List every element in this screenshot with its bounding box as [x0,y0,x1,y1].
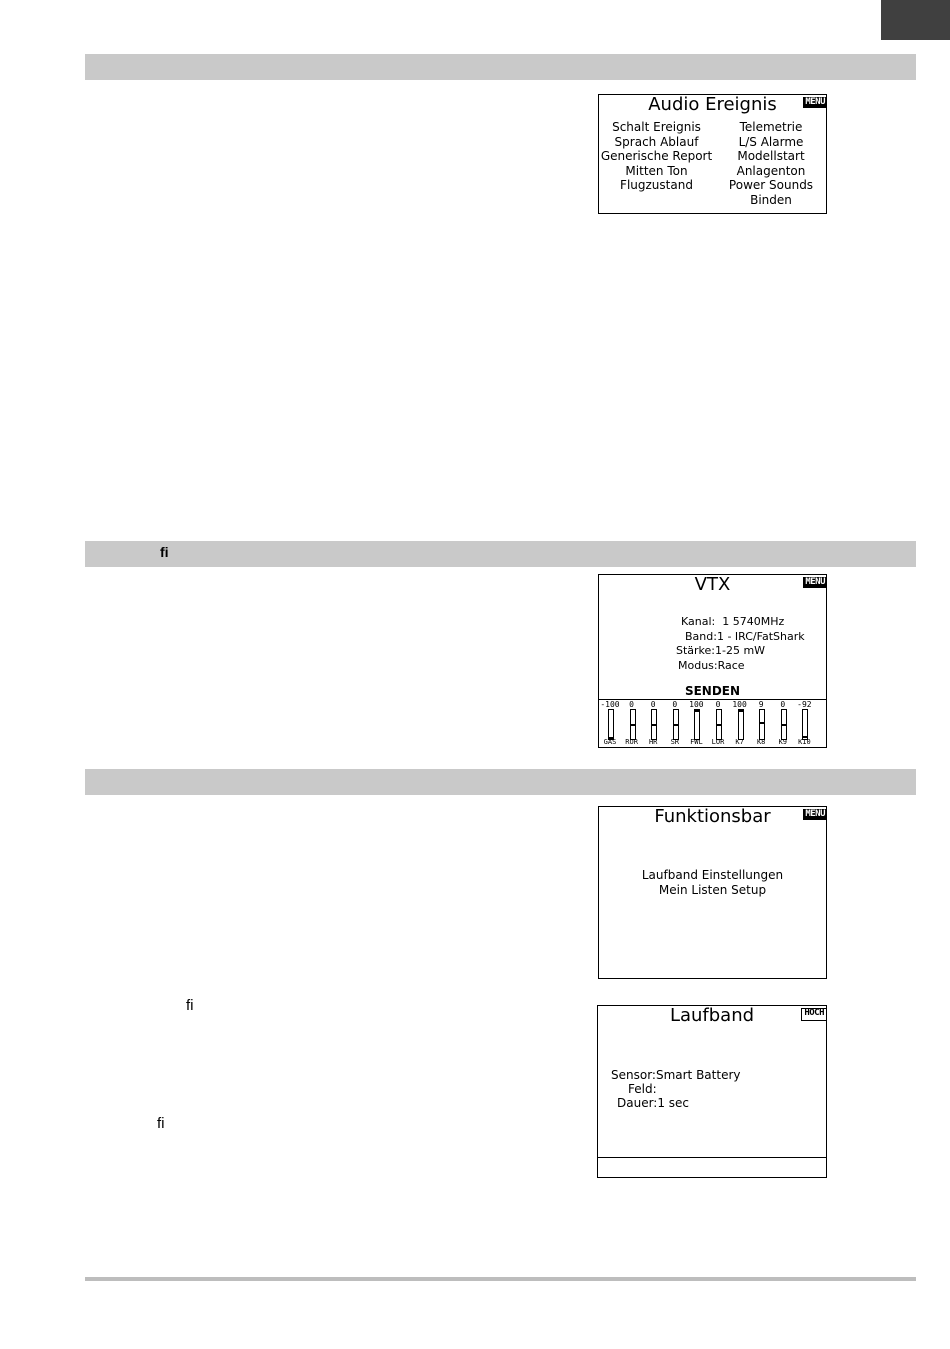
channel-slider [651,709,657,740]
channel-sr [667,701,683,747]
menu-item-anlagenton[interactable]: Anlagenton [736,163,806,178]
screen-title: Funktionsbar [654,806,771,827]
channel-marker [739,710,743,712]
channel-k9 [775,701,791,747]
laufband-dauer[interactable]: Dauer:1 sec [617,1096,690,1110]
channel-slider [694,709,700,740]
channel-value: -100 [600,700,620,709]
menu-item-ls-alarme[interactable]: L/S Alarme [738,134,804,149]
screen-title: Laufband [669,1005,755,1026]
chapter-corner-tab [881,0,950,40]
channel-label: HR [648,738,658,746]
vtx-staerke[interactable]: Stärke:1-25 mW [676,644,766,657]
menu-item-sprach-ablauf[interactable]: Sprach Ablauf [614,134,699,149]
channel-value: 100 [689,700,704,709]
channel-marker [782,724,786,726]
channel-marker [760,722,764,724]
channel-hr [645,701,661,747]
channel-label: LOR [711,738,725,746]
channel-marker [631,724,635,726]
channel-slider [630,709,636,740]
menu-item-binden[interactable]: Binden [750,192,792,207]
menu-badge[interactable]: MENÜ [805,97,825,107]
ligature-mark: ﬁ [157,1115,165,1132]
vtx-band[interactable]: Band:1 - IRC/FatShark [685,630,805,643]
channel-fwl [688,701,704,747]
section-bar-vtx [85,541,916,567]
funktionsbar-screen [598,806,827,979]
menu-item-laufband-einstellungen[interactable]: Laufband Einstellungen [641,868,784,882]
channel-label: K10 [798,738,811,746]
channel-gas [602,701,618,747]
vtx-send-label[interactable]: SENDEN [684,684,741,698]
channel-value: 0 [672,700,678,709]
channel-slider [673,709,679,740]
section-bar-funktionsbar [85,769,916,795]
channel-value: 9 [758,700,764,709]
laufband-feld[interactable]: Feld: [628,1082,657,1096]
vtx-modus[interactable]: Modus:Race [678,659,745,672]
channel-monitor [599,701,826,747]
menu-badge[interactable]: MENÜ [805,809,825,819]
channel-ror [624,701,640,747]
channel-label: FWL [690,738,703,746]
menu-item-generische-report[interactable]: Generische Report [600,149,713,163]
channel-slider [716,709,722,740]
channel-label: SR [670,738,680,746]
menu-item-schalt-ereignis[interactable]: Schalt Ereignis [612,120,701,134]
audio-left-list [599,120,714,193]
channel-k8 [753,701,769,747]
channel-label: ROR [625,738,638,746]
channel-k10 [796,701,812,747]
vtx-kanal[interactable]: Kanal: 1 5740MHz [681,615,785,628]
screen-title: Audio Ereignis [648,94,777,115]
screen-title: VTX [694,574,731,595]
channel-label: GAS [603,738,617,746]
channel-value: -92 [797,700,812,709]
menu-item-power-sounds[interactable]: Power Sounds [728,178,814,192]
menu-item-flugzustand[interactable]: Flugzustand [620,178,693,192]
channel-marker [652,724,656,726]
laufband-screen [597,1005,827,1178]
channel-value: 0 [715,700,721,709]
channel-slider [802,709,808,740]
footer-rule [85,1277,916,1281]
menu-item-mein-listen-setup[interactable]: Mein Listen Setup [658,882,767,897]
channel-slider [759,709,765,740]
audio-right-list [714,120,828,207]
status-divider [598,1157,826,1158]
laufband-sensor[interactable]: Sensor:Smart Battery [611,1068,741,1082]
menu-item-mitten-ton[interactable]: Mitten Ton [625,163,688,178]
channel-label: K8 [756,738,766,746]
channel-lor [710,701,726,747]
menu-item-telemetrie[interactable]: Telemetrie [739,120,803,134]
section-bar-ligature: ﬁ [160,544,169,560]
channel-k7 [732,701,748,747]
channel-value: 0 [780,700,786,709]
channel-value: 0 [650,700,656,709]
channel-label: K7 [735,738,744,746]
vtx-screen [598,574,827,748]
channel-marker [695,710,699,712]
channel-marker [674,724,678,726]
ligature-mark: ﬁ [186,997,194,1014]
funktionsbar-list [599,868,826,897]
channel-label: K9 [778,738,788,746]
audio-ereignis-screen [598,94,827,214]
channel-marker [717,724,721,726]
section-bar-audio [85,54,916,80]
channel-value: 100 [732,700,747,709]
hoch-badge[interactable]: HOCH [801,1008,827,1021]
channel-value: 0 [629,700,634,709]
menu-item-modellstart[interactable]: Modellstart [737,149,805,163]
channel-slider [738,709,744,740]
channel-slider [781,709,787,740]
channel-slider [608,709,614,740]
menu-badge[interactable]: MENÜ [805,577,825,587]
